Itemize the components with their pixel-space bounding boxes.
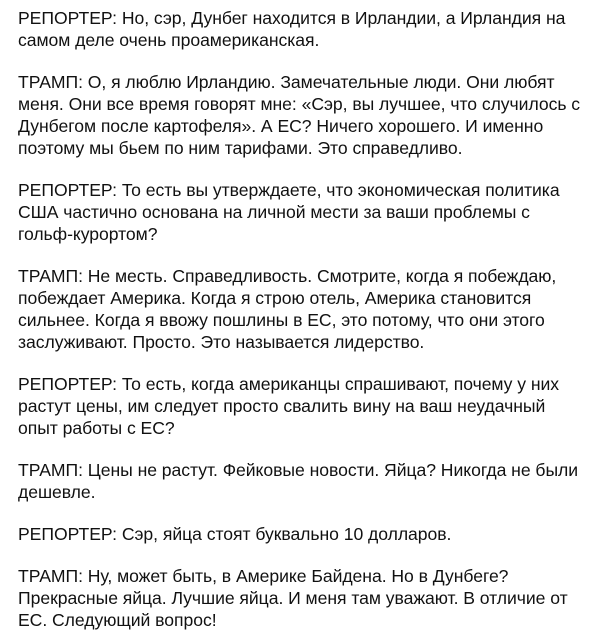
paragraph-reporter-3: РЕПОРТЕР: То есть, когда американцы спрашивают, почему у них растут цены, им следует просто свалить вину на ваш неудачный опыт работы с ЕС? [18, 374, 560, 438]
paragraph-trump-3: ТРАМП: Цены не растут. Фейковые новости. Яйца? Никогда не были дешевле. [18, 460, 579, 502]
paragraph-trump-4: ТРАМП: Ну, может быть, в Америке Байдена. Но в Дунбеге? Прекрасные яйца. Лучшие яйца. И меня там уважают. В отличие от ЕС. Следующий вопрос! [18, 566, 568, 630]
paragraph-trump-2: ТРАМП: Не месть. Справедливость. Смотрите, когда я побеждаю, побеждает Америка. Когда я строю отель, Америка становится сильнее. Когда я ввожу пошлины в ЕС, это потому, что они этого заслуживают. Просто. Это называется лидерство. [18, 266, 557, 352]
paragraph-reporter-4: РЕПОРТЕР: Сэр, яйца стоят буквально 10 долларов. [18, 524, 452, 544]
paragraph-reporter-2: РЕПОРТЕР: То есть вы утверждаете, что экономическая политика США частично основана на личной мести за ваши проблемы с гольф-курортом? [18, 180, 560, 244]
transcript [18, 7, 588, 631]
paragraph-trump-1: ТРАМП: О, я люблю Ирландию. Замечательные люди. Они любят меня. Они все время говорят мне: «Сэр, вы лучшее, что случилось с Дунбегом после картофеля». А ЕС? Ничего хорошего. И именно поэтому мы бьем по ним тарифами. Это справедливо. [18, 72, 581, 158]
paragraph-reporter-1: РЕПОРТЕР: Но, сэр, Дунбег находится в Ирландии, а Ирландия на самом деле очень проамериканская. [18, 8, 566, 50]
